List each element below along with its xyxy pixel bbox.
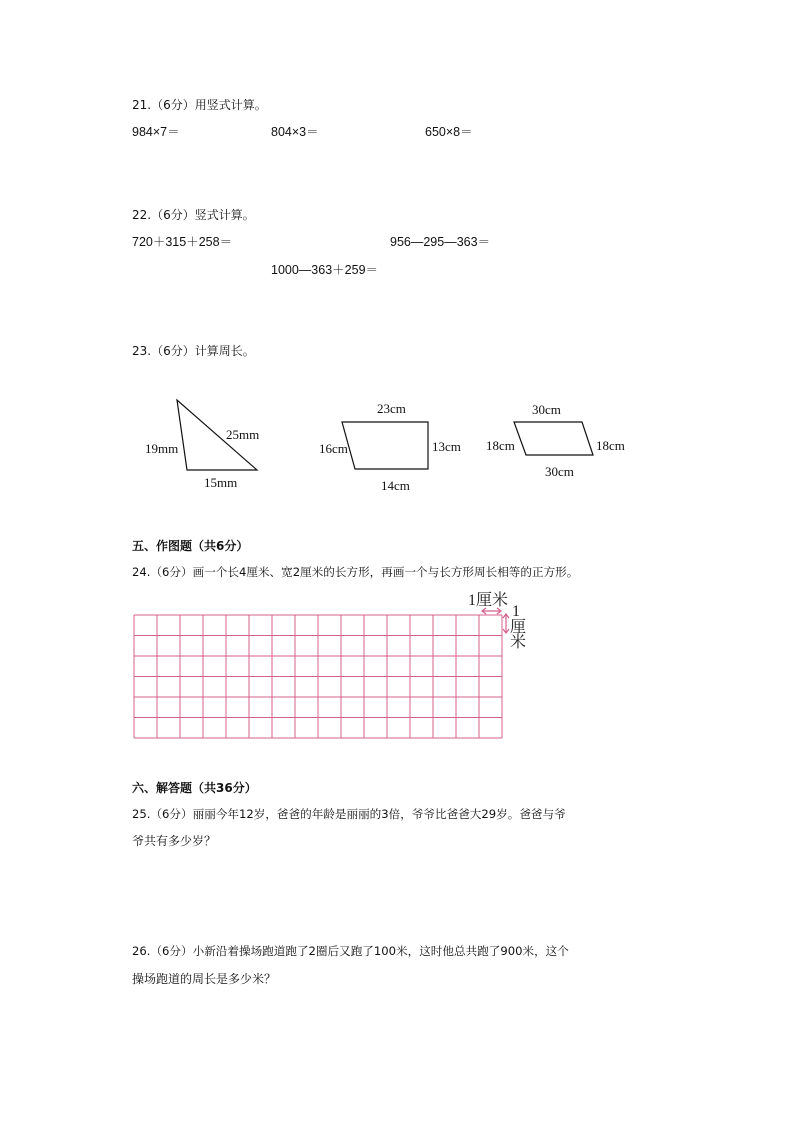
parallelogram-right-label: 18cm	[596, 438, 625, 453]
q22-item-1: 720＋315＋258＝	[132, 235, 233, 249]
q26-line-2: 操场跑道的周长是多少米？	[132, 972, 277, 986]
q21-item-3: 650×8＝	[425, 125, 473, 139]
q25-line-2: 爷共有多少岁？	[132, 834, 217, 848]
q24-text: 24.（6分）画一个长4厘米、宽2厘米的长方形，再画一个与长方形周长相等的正方形。	[132, 565, 579, 579]
trapezoid-top-label: 23cm	[377, 401, 406, 416]
parallelogram-left-label: 18cm	[486, 438, 515, 453]
grid-unit-vertical-label-2: 厘	[510, 619, 527, 636]
q21-item-2: 804×3＝	[271, 125, 319, 139]
grid-unit-horizontal-label: 1厘米	[468, 592, 509, 609]
q26-line-1: 26.（6分）小新沿着操场跑道跑了2圈后又跑了100米，这时他总共跑了900米，这个	[132, 944, 569, 958]
grid-unit-vertical-label-3: 米	[510, 634, 527, 651]
q21-item-1: 984×7＝	[132, 125, 180, 139]
trapezoid-shape	[342, 422, 428, 469]
q22-item-2: 956—295—363＝	[390, 235, 491, 249]
q22-title: 22.（6分）竖式计算。	[132, 208, 255, 222]
grid-lines	[134, 615, 502, 738]
trapezoid-left-label: 16cm	[319, 441, 348, 456]
parallelogram-bottom-label: 30cm	[545, 464, 574, 479]
q25-line-1: 25.（6分）丽丽今年12岁，爸爸的年龄是丽丽的3倍，爷爷比爸爸大29岁。爸爸与爷	[132, 807, 566, 821]
triangle-left-label: 19mm	[145, 441, 179, 456]
trapezoid-right-label: 13cm	[432, 439, 461, 454]
q21-title: 21.（6分）用竖式计算。	[132, 98, 267, 112]
grid-unit-markers	[482, 608, 509, 633]
parallelogram-top-label: 30cm	[532, 402, 561, 417]
section-5-title: 五、作图题（共6分）	[132, 539, 249, 553]
grid-unit-vertical-label-1: 1	[512, 603, 520, 620]
drawing-grid	[120, 585, 540, 745]
triangle-bottom-label: 15mm	[204, 475, 238, 490]
trapezoid-bottom-label: 14cm	[381, 478, 410, 493]
parallelogram-shape	[514, 422, 593, 455]
q22-item-3: 1000—363＋259＝	[271, 263, 379, 277]
q23-title: 23.（6分）计算周长。	[132, 344, 255, 358]
q23-figures	[0, 390, 794, 510]
triangle-hyp-label: 25mm	[226, 427, 260, 442]
section-6-title: 六、解答题（共36分）	[132, 781, 257, 795]
